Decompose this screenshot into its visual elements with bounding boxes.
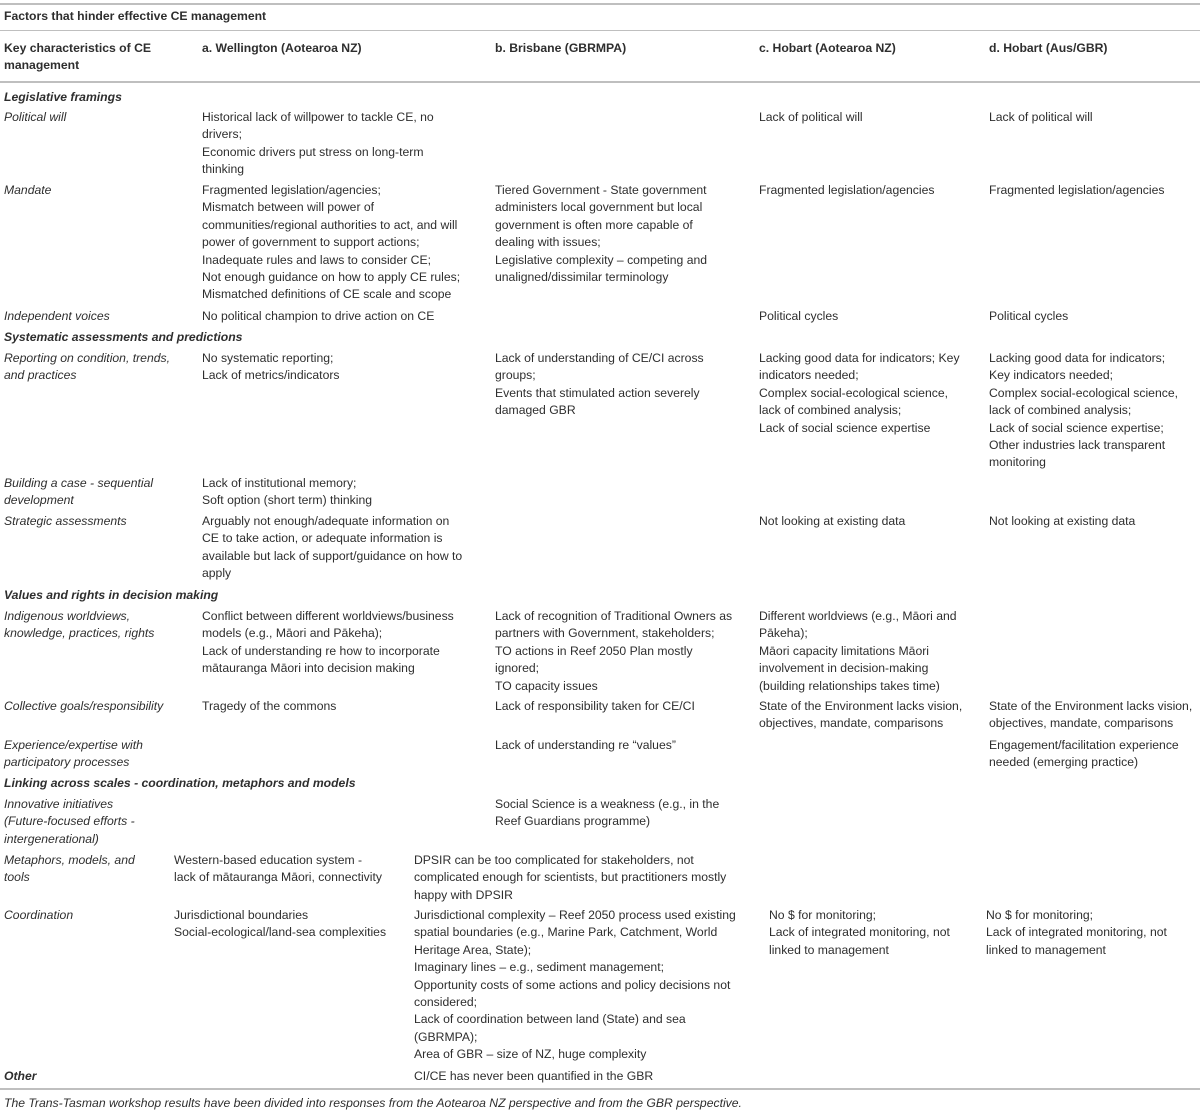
row-label: Indigenous worldviews, knowledge, practices, rights [4,609,155,641]
header-characteristic: Key characteristics of CE management [4,41,151,73]
cell-c: No $ for monitoring; Lack of integrated monitoring, not linked to management [769,908,950,957]
section-heading: Values and rights in decision making [4,588,219,602]
row-label: Metaphors, models, and tools [4,853,135,885]
section-heading: Systematic assessments and predictions [4,330,243,344]
row-label: Collective goals/responsibility [4,699,164,713]
row-label: Innovative initiatives (Future-focused efforts - intergenerational) [4,797,135,846]
row-label: Political will [4,110,67,124]
row-label: Mandate [4,183,52,197]
cell-c: State of the Environment lacks vision, objectives, mandate, comparisons [759,699,963,731]
cell-a: Fragmented legislation/agencies; Mismatch between will power of communities/regional authorities to act, and will power of government to support actions; Inadequate rules and laws to consider CE; Not enough guidance on how to apply CE rules; Mismatched definitions of CE scale and scope [202,183,461,302]
cell-d: Political cycles [989,309,1069,323]
cell-a: Arguably not enough/adequate information on CE to take action, or adequate information is available but lack of support/guidance on how to apply [202,514,463,581]
cell-b: Tiered Government - State government administers local government but local government is often more capable of dealing with issues; Legislative complexity – competing and unaligned/dissimilar terminology [495,183,708,285]
cell-d: Lacking good data for indicators; Key indicators needed; Complex social-ecological science, lack of combined analysis; Lack of social science expertise; Other industries lack transparent monitoring [989,351,1178,470]
cell-b: Lack of understanding re “values” [495,738,676,752]
cell-a: Lack of institutional memory; Soft option (short term) thinking [202,476,373,508]
row-label: Independent voices [4,309,110,323]
cell-a: Jurisdictional boundaries Social-ecological/land-sea complexities [174,908,387,940]
cell-a: Western-based education system - lack of mātauranga Māori, connectivity [174,853,382,885]
cell-b: DPSIR can be too complicated for stakeholders, not complicated enough for scientists, but practitioners mostly happy with DPSIR [414,853,727,902]
cell-b: Jurisdictional complexity – Reef 2050 process used existing spatial boundaries (e.g., Marine Park, Catchment, World Heritage Area, State); Imaginary lines – e.g., sediment management; Opportunity costs of some actions and policy decisions not considered; Lack of coordination between land (State) and sea (GBRMPA); Area of GBR – size of NZ, huge complexity [414,908,736,1062]
cell-d: No $ for monitoring; Lack of integrated monitoring, not linked to management [986,908,1167,957]
cell-b: Lack of recognition of Traditional Owners as partners with Government, stakeholders; TO actions in Reef 2050 Plan mostly ignored; TO capacity issues [495,609,733,693]
header-col-b: b. Brisbane (GBRMPA) [495,41,627,55]
cell-b: CI/CE has never been quantified in the GBR [414,1069,654,1083]
header-col-a: a. Wellington (Aotearoa NZ) [202,41,362,55]
row-label: Strategic assessments [4,514,127,528]
row-label: Experience/expertise with participatory processes [4,738,143,770]
cell-c: Not looking at existing data [759,514,906,528]
row-label: Coordination [4,908,74,922]
cell-c: Political cycles [759,309,839,323]
caption-rule [0,30,1200,31]
cell-a: No systematic reporting; Lack of metrics/indicators [202,351,340,383]
section-heading: Legislative framings [4,90,122,104]
cell-a: No political champion to drive action on CE [202,309,435,323]
cell-b: Social Science is a weakness (e.g., in the Reef Guardians programme) [495,797,720,829]
header-col-d: d. Hobart (Aus/GBR) [989,41,1108,55]
cell-d: Not looking at existing data [989,514,1136,528]
table-footnote: The Trans-Tasman workshop results have been divided into responses from the Aotearoa NZ perspective and from the GBR perspective. [4,1096,742,1110]
cell-d: Fragmented legislation/agencies [989,183,1165,197]
table-bottom-rule [0,1088,1200,1090]
cell-c: Lacking good data for indicators; Key indicators needed; Complex social-ecological science, lack of combined analysis; Lack of social science expertise [759,351,960,435]
cell-d: Engagement/facilitation experience needed (emerging practice) [989,738,1179,770]
cell-a: Tragedy of the commons [202,699,337,713]
cell-b: Lack of responsibility taken for CE/CI [495,699,695,713]
header-rule [0,81,1200,83]
cell-d: State of the Environment lacks vision, objectives, mandate, comparisons [989,699,1193,731]
cell-a: Historical lack of willpower to tackle CE, no drivers; Economic drivers put stress on long-term thinking [202,110,434,177]
section-heading: Other [4,1069,37,1083]
section-heading: Linking across scales - coordination, metaphors and models [4,776,356,790]
cell-a: Conflict between different worldviews/business models (e.g., Māori and Pākeha); Lack of understanding re how to incorporate mātauranga Māori into decision making [202,609,454,676]
row-label: Building a case - sequential development [4,476,154,508]
cell-d: Lack of political will [989,110,1093,124]
table-top-rule [0,3,1200,5]
cell-c: Lack of political will [759,110,863,124]
row-label: Reporting on condition, trends, and practices [4,351,170,383]
cell-b: Lack of understanding of CE/CI across groups; Events that stimulated action severely damaged GBR [495,351,704,418]
header-col-c: c. Hobart (Aotearoa NZ) [759,41,896,55]
cell-c: Different worldviews (e.g., Māori and Pākeha); Māori capacity limitations Māori involvement in decision-making (building relationships takes time) [759,609,957,693]
cell-c: Fragmented legislation/agencies [759,183,935,197]
table-caption: Factors that hinder effective CE management [4,9,267,23]
